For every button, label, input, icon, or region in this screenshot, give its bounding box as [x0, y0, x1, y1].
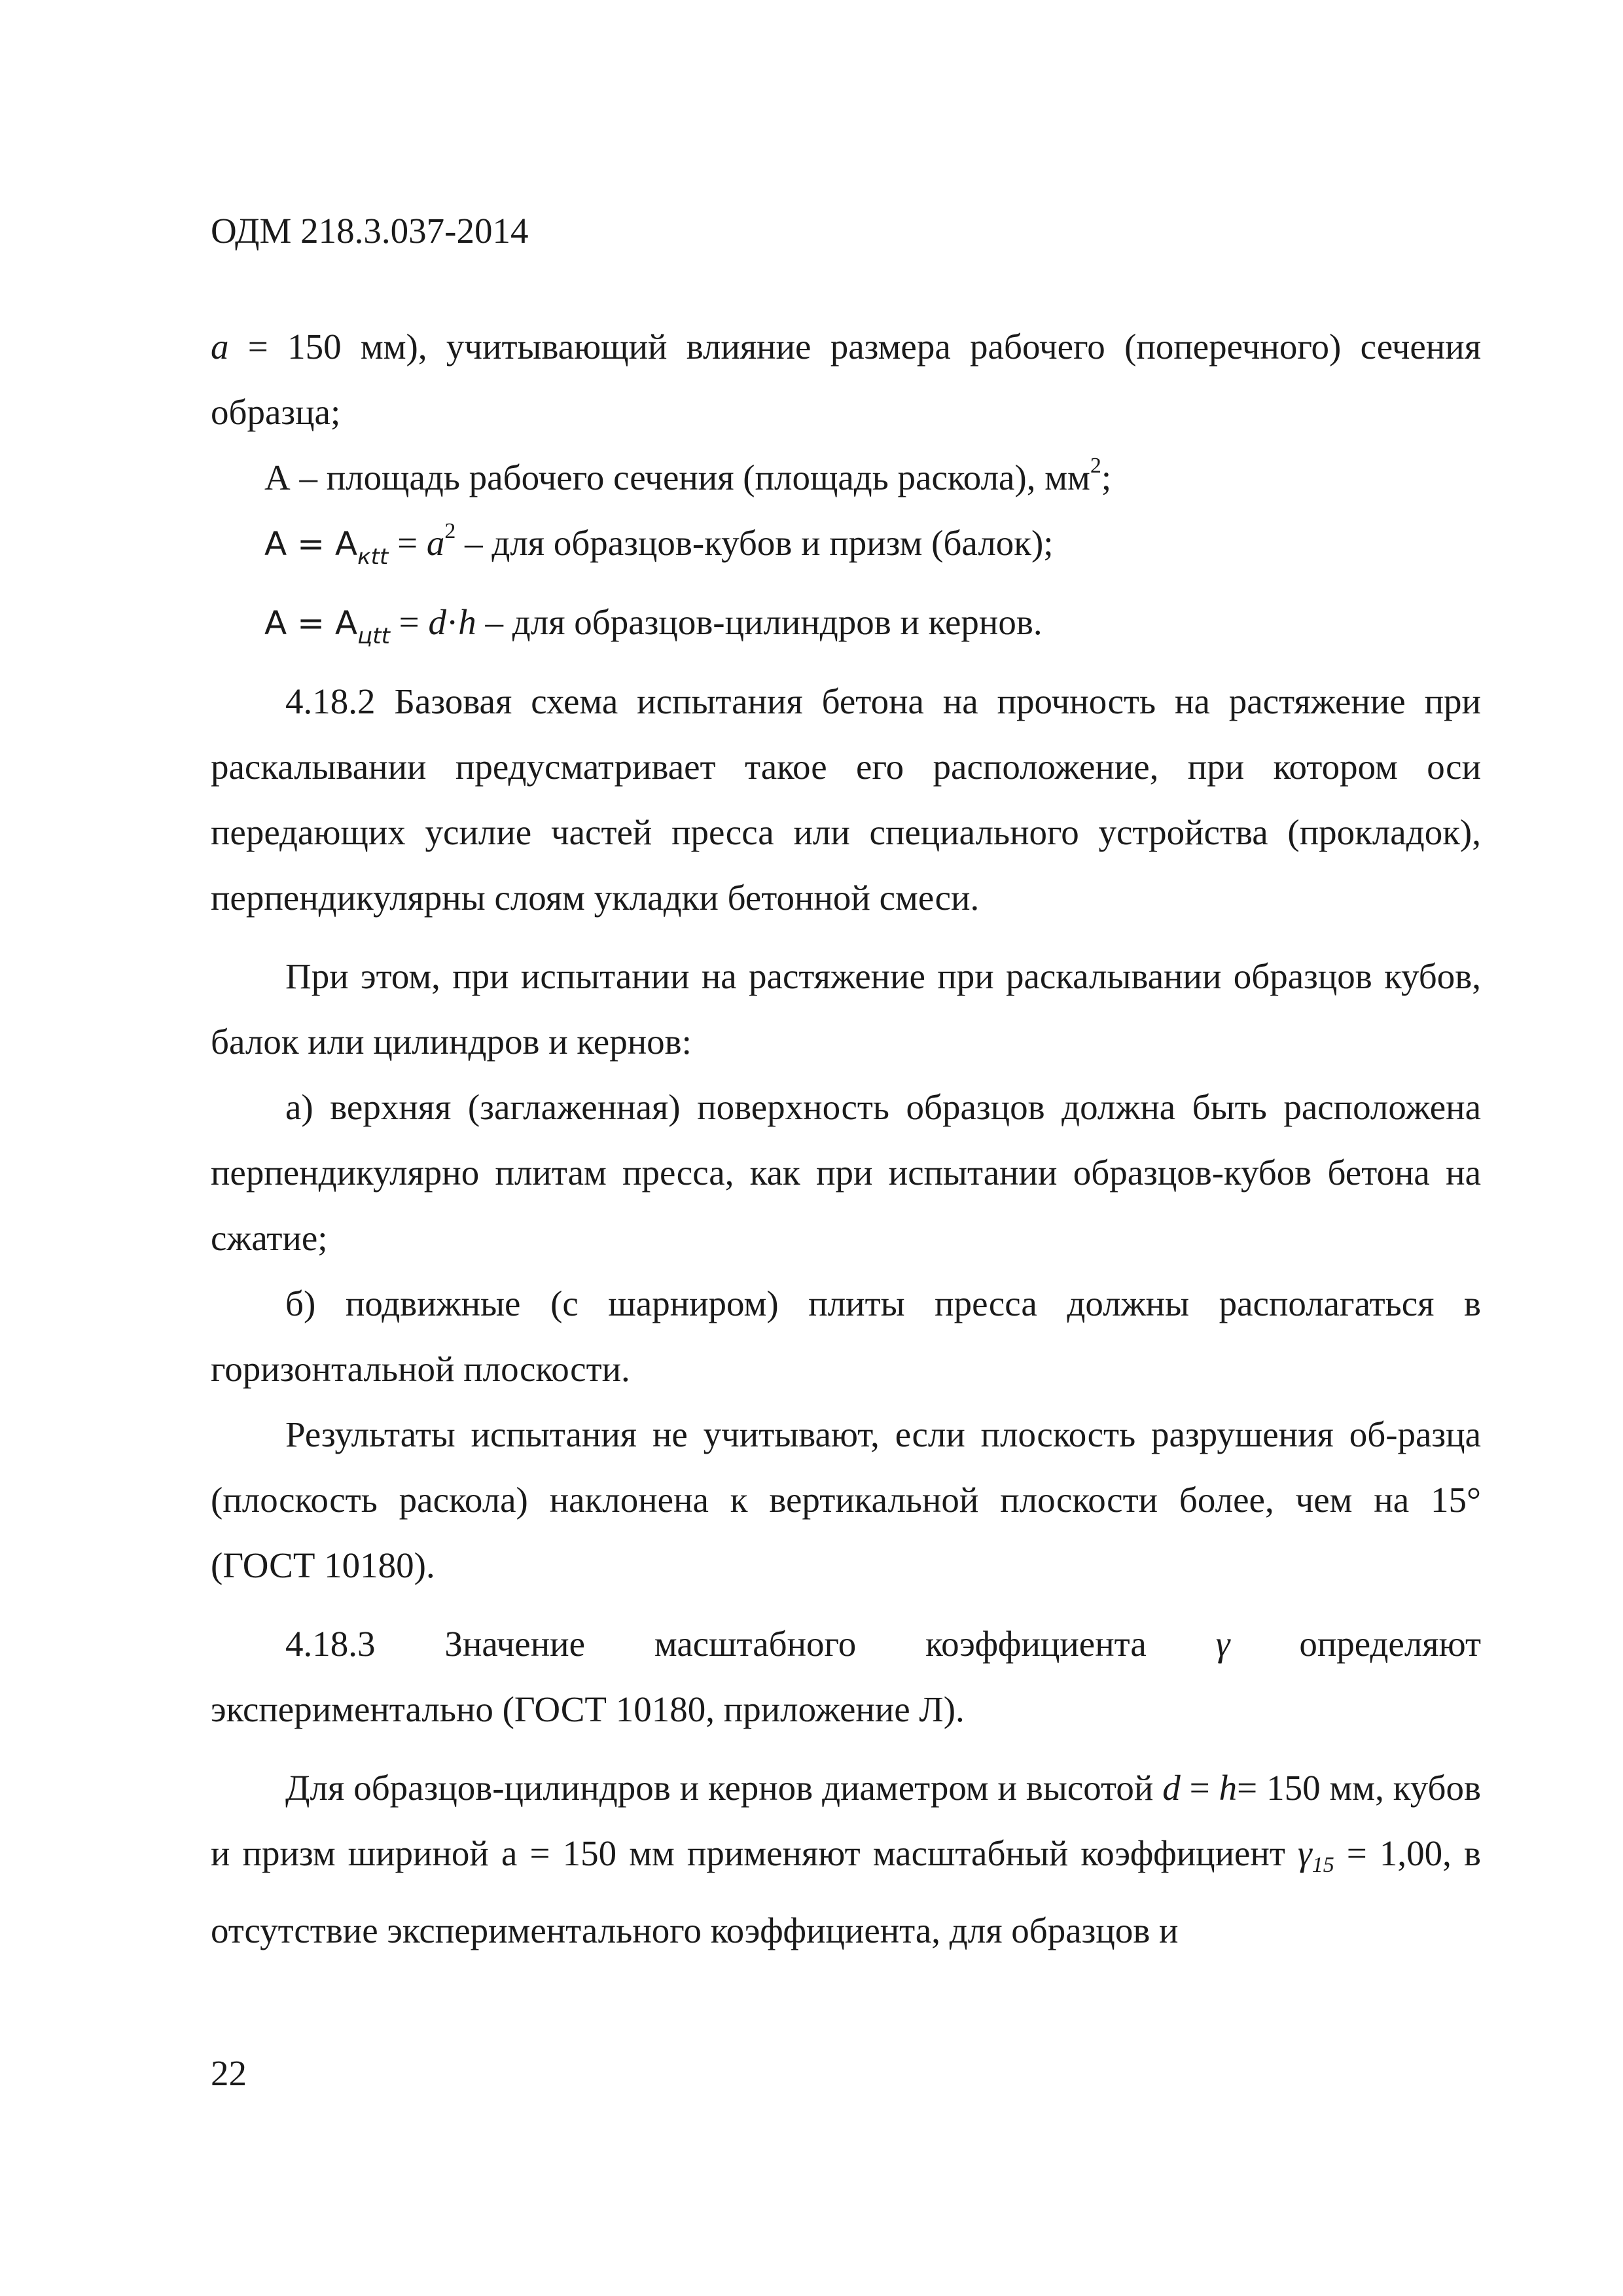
paragraph-text: = 150 мм), учитывающий влияние размера рабочего (поперечного) сечения образца;: [211, 327, 1481, 432]
subscript-letter: к: [357, 544, 371, 570]
multiplication-dot: ·: [446, 602, 459, 642]
page-number: 22: [211, 2053, 247, 2093]
subscript-tt: tt: [370, 544, 389, 570]
paragraph-text: = 150 мм, кубов и призм шириной а = 150 мм применяют масштабный коэффициент: [211, 1768, 1481, 1873]
subscript-letter: ц: [357, 623, 373, 649]
subscript-tt: tt: [372, 623, 390, 649]
formula-subscript: [357, 623, 390, 649]
section-4-18-2: 4.18.2 Базовая схема испытания бетона на прочность на растяжение при раскалывании предусматривает такое его расположение, при котором оси передающих усилие частей пресса или специального устройства (прокладок), перпендикулярны слоям укладки бетонной смеси.: [211, 681, 1481, 918]
var-a: a: [426, 523, 445, 563]
formula-cube: [211, 511, 1481, 590]
var-h: h: [1219, 1768, 1238, 1808]
section-4-18-3-line2: экспериментально (ГОСТ 10180, приложение Л).: [211, 1689, 965, 1729]
var-a: a: [211, 327, 229, 367]
section-text: 4.18.3 Значение масштабного коэффициента: [285, 1624, 1216, 1664]
var-h: h: [458, 602, 476, 642]
superscript: 2: [444, 519, 456, 543]
formula-lhs: A = A: [264, 604, 358, 642]
paragraph-testing-conditions: При этом, при испытании на растяжение при раскалывании образцов кубов, балок или цилиндров и кернов:: [211, 956, 1481, 1062]
paragraph-text: Для образцов-цилиндров и кернов диаметром и высотой: [285, 1768, 1163, 1808]
var-d: d: [1162, 1768, 1181, 1808]
superscript: 2: [1090, 454, 1101, 478]
equals-sign: =: [1180, 1768, 1219, 1808]
paragraph-results: Результаты испытания не учитывают, если плоскость разрушения об-разца (плоскость раскола) наклонена к вертикальной плоскости более, чем на 15° (ГОСТ 10180).: [211, 1414, 1481, 1585]
formula-cylinder: [211, 590, 1481, 669]
section-text: определяют: [1230, 1624, 1481, 1664]
document-code-header: ОДМ 218.3.037-2014: [211, 211, 529, 251]
formula-subscript: [357, 544, 388, 570]
section-4-18-3-line1: [211, 1611, 1481, 1677]
formula-description: – для образцов-кубов и призм (балок);: [455, 523, 1054, 563]
area-definition-text: А – площадь рабочего сечения (площадь раскола), мм: [264, 457, 1090, 497]
gamma-symbol: γ: [1298, 1833, 1312, 1873]
var-d: d: [428, 602, 446, 642]
punctuation: ;: [1101, 457, 1112, 497]
paragraph-continuation: [211, 314, 1481, 445]
formula-description: – для образцов-цилиндров и кернов.: [476, 602, 1043, 642]
paragraph-text: = 1,00, в отсутствие экспериментального коэффициента, для образцов и: [211, 1833, 1481, 1950]
paragraph-scale-factor: [211, 1755, 1481, 1964]
formula-lhs: A = A: [264, 525, 358, 563]
equals-sign: =: [389, 602, 429, 642]
area-definition: [211, 445, 1481, 511]
equals-sign: =: [388, 523, 427, 563]
list-item-b: б) подвижные (с шарниром) плиты пресса должны располагаться в горизонтальной плоскости.: [211, 1283, 1481, 1389]
gamma-symbol: γ: [1215, 1624, 1230, 1664]
subscript-15: 15: [1311, 1853, 1334, 1877]
document-body: [211, 314, 1481, 1964]
list-item-a: а) верхняя (заглаженная) поверхность образцов должна быть расположена перпендикулярно плитам пресса, как при испытании образцов-кубов бетона на сжатие;: [211, 1087, 1481, 1258]
